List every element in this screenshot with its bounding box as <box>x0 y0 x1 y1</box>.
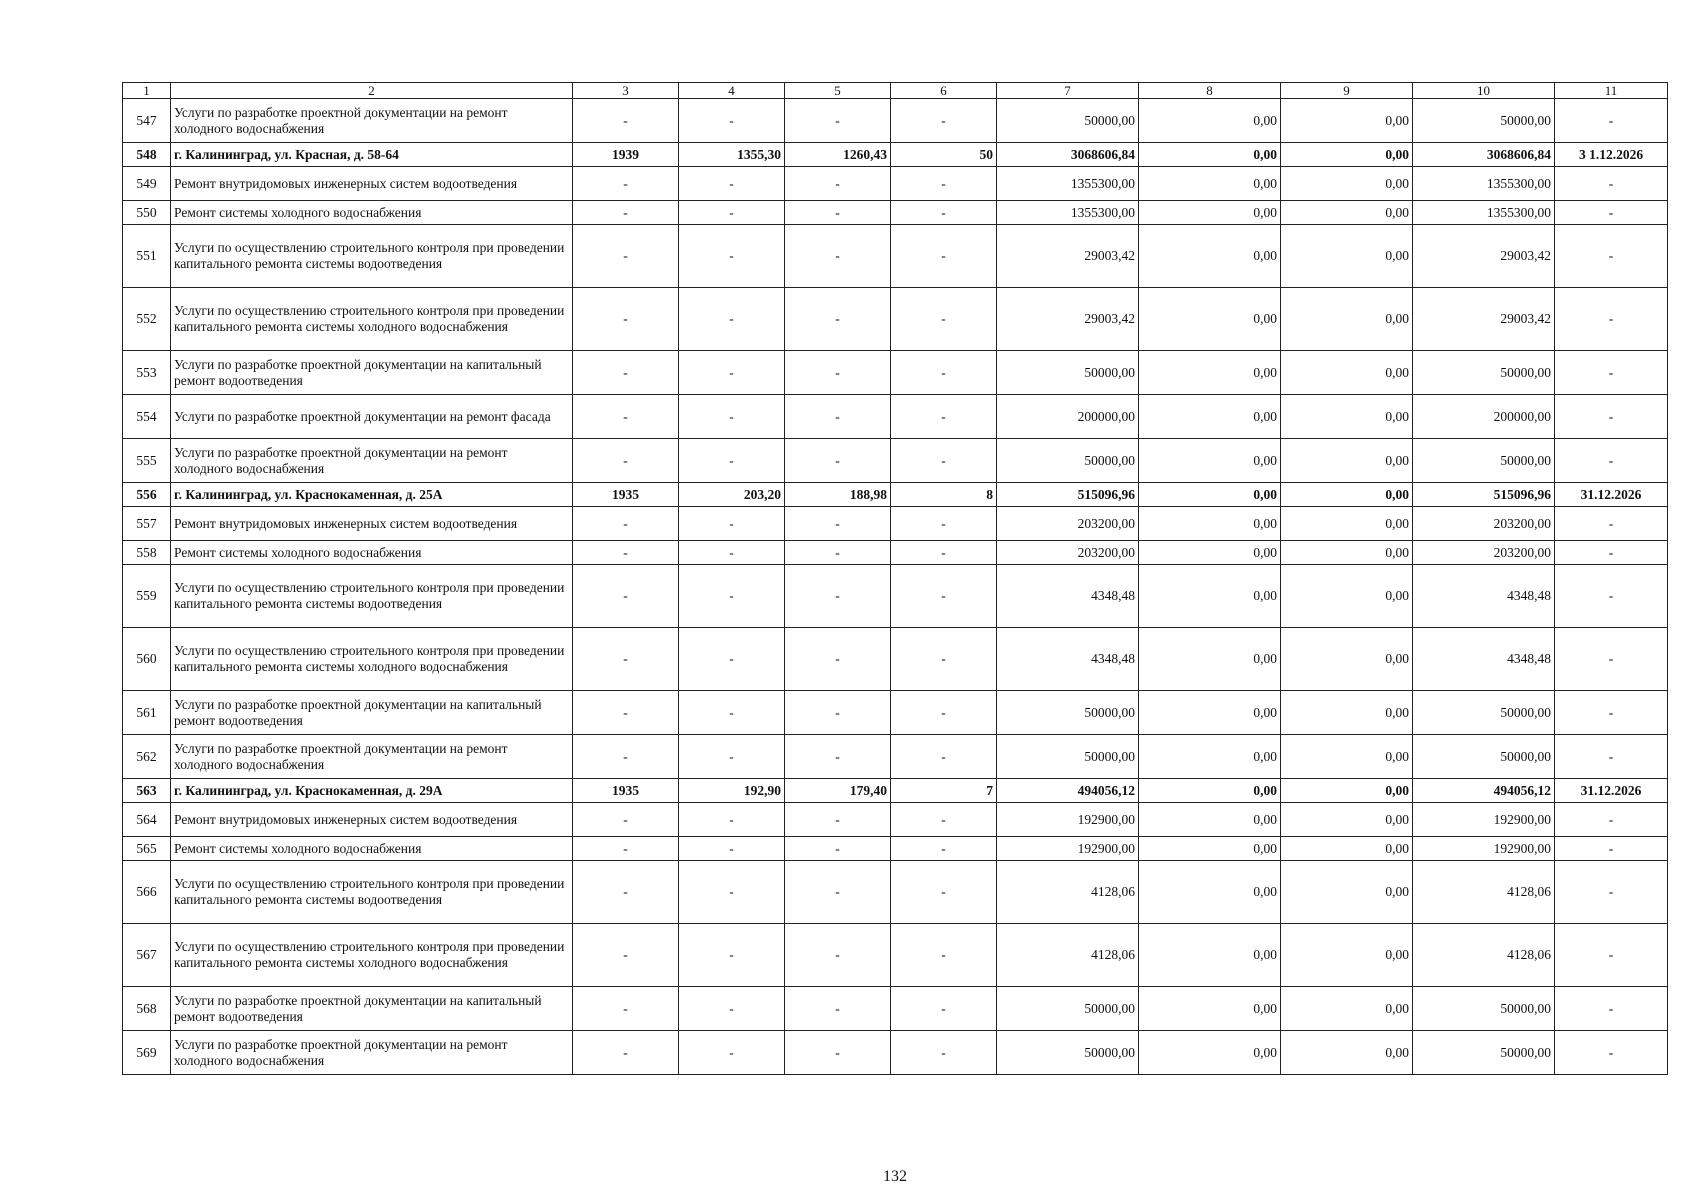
col9-cell: 0,00 <box>1281 167 1413 201</box>
col9-cell: 0,00 <box>1281 924 1413 987</box>
row-number-cell: 556 <box>123 483 171 507</box>
col4-cell: - <box>679 541 785 565</box>
col5-cell: - <box>785 395 891 439</box>
col10-cell: 203200,00 <box>1413 541 1555 565</box>
col9-cell: 0,00 <box>1281 861 1413 924</box>
col8-cell: 0,00 <box>1139 735 1281 779</box>
table-row <box>123 201 1668 225</box>
col4-cell: - <box>679 99 785 143</box>
col11-cell: 31.12.2026 <box>1555 483 1668 507</box>
col4-cell: - <box>679 628 785 691</box>
col10-cell: 50000,00 <box>1413 1031 1555 1075</box>
col7-cell: 4128,06 <box>997 861 1139 924</box>
work-description-cell: Услуги по разработке проектной документации на ремонт холодного водоснабжения <box>171 439 573 483</box>
col10-cell: 192900,00 <box>1413 837 1555 861</box>
table-row <box>123 803 1668 837</box>
col11-cell: - <box>1555 1031 1668 1075</box>
col11-cell: - <box>1555 803 1668 837</box>
col8-cell: 0,00 <box>1139 924 1281 987</box>
table-row <box>123 225 1668 288</box>
col8-cell: 0,00 <box>1139 861 1281 924</box>
col9-cell: 0,00 <box>1281 201 1413 225</box>
col3-cell: 1939 <box>573 143 679 167</box>
work-description-cell: г. Калининград, ул. Краснокаменная, д. 29А <box>171 779 573 803</box>
header-cell: 3 <box>573 83 679 99</box>
col5-cell: - <box>785 691 891 735</box>
col9-cell: 0,00 <box>1281 803 1413 837</box>
col6-cell: 7 <box>891 779 997 803</box>
header-cell: 4 <box>679 83 785 99</box>
col10-cell: 4128,06 <box>1413 924 1555 987</box>
col4-cell: - <box>679 803 785 837</box>
col8-cell: 0,00 <box>1139 803 1281 837</box>
work-description-cell: Услуги по осуществлению строительного контроля при проведении капитального ремонта системы водоотведения <box>171 565 573 628</box>
col8-cell: 0,00 <box>1139 167 1281 201</box>
col7-cell: 50000,00 <box>997 1031 1139 1075</box>
col4-cell: - <box>679 861 785 924</box>
row-number-cell: 561 <box>123 691 171 735</box>
col10-cell: 192900,00 <box>1413 803 1555 837</box>
row-number-cell: 558 <box>123 541 171 565</box>
col4-cell: - <box>679 225 785 288</box>
col8-cell: 0,00 <box>1139 565 1281 628</box>
col6-cell: - <box>891 987 997 1031</box>
col7-cell: 203200,00 <box>997 507 1139 541</box>
col6-cell: - <box>891 541 997 565</box>
col10-cell: 4128,06 <box>1413 861 1555 924</box>
col6-cell: - <box>891 201 997 225</box>
col4-cell: 192,90 <box>679 779 785 803</box>
col8-cell: 0,00 <box>1139 483 1281 507</box>
col5-cell: - <box>785 439 891 483</box>
row-number-cell: 559 <box>123 565 171 628</box>
col11-cell: - <box>1555 987 1668 1031</box>
col3-cell: - <box>573 861 679 924</box>
col5-cell: - <box>785 201 891 225</box>
col4-cell: - <box>679 167 785 201</box>
row-number-cell: 550 <box>123 201 171 225</box>
row-number-cell: 548 <box>123 143 171 167</box>
col10-cell: 50000,00 <box>1413 439 1555 483</box>
col10-cell: 29003,42 <box>1413 225 1555 288</box>
header-cell: 6 <box>891 83 997 99</box>
col6-cell: - <box>891 803 997 837</box>
col7-cell: 515096,96 <box>997 483 1139 507</box>
col8-cell: 0,00 <box>1139 439 1281 483</box>
work-description-cell: Услуги по осуществлению строительного контроля при проведении капитального ремонта системы холодного водоснабжения <box>171 924 573 987</box>
col5-cell: - <box>785 803 891 837</box>
header-cell: 8 <box>1139 83 1281 99</box>
col3-cell: - <box>573 628 679 691</box>
row-number-cell: 563 <box>123 779 171 803</box>
work-description-cell: Ремонт внутридомовых инженерных систем водоотведения <box>171 507 573 541</box>
col11-cell: - <box>1555 565 1668 628</box>
col4-cell: 203,20 <box>679 483 785 507</box>
work-description-cell: Услуги по разработке проектной документации на ремонт холодного водоснабжения <box>171 99 573 143</box>
col5-cell: 179,40 <box>785 779 891 803</box>
work-description-cell: Услуги по осуществлению строительного контроля при проведении капитального ремонта системы холодного водоснабжения <box>171 288 573 351</box>
col4-cell: - <box>679 395 785 439</box>
row-number-cell: 552 <box>123 288 171 351</box>
row-number-cell: 557 <box>123 507 171 541</box>
col5-cell: - <box>785 924 891 987</box>
col5-cell: - <box>785 735 891 779</box>
col5-cell: - <box>785 351 891 395</box>
col3-cell: - <box>573 1031 679 1075</box>
col3-cell: - <box>573 987 679 1031</box>
col10-cell: 200000,00 <box>1413 395 1555 439</box>
col8-cell: 0,00 <box>1139 288 1281 351</box>
col8-cell: 0,00 <box>1139 837 1281 861</box>
col10-cell: 29003,42 <box>1413 288 1555 351</box>
table-row <box>123 691 1668 735</box>
work-description-cell: Услуги по разработке проектной документации на капитальный ремонт водоотведения <box>171 351 573 395</box>
address-row <box>123 143 1668 167</box>
col3-cell: - <box>573 803 679 837</box>
work-description-cell: Ремонт внутридомовых инженерных систем водоотведения <box>171 167 573 201</box>
work-description-cell: г. Калининград, ул. Красная, д. 58-64 <box>171 143 573 167</box>
col11-cell: - <box>1555 288 1668 351</box>
table-row <box>123 507 1668 541</box>
row-number-cell: 565 <box>123 837 171 861</box>
col5-cell: - <box>785 861 891 924</box>
table-row <box>123 351 1668 395</box>
header-cell: 2 <box>171 83 573 99</box>
col3-cell: - <box>573 691 679 735</box>
col5-cell: - <box>785 167 891 201</box>
row-number-cell: 566 <box>123 861 171 924</box>
row-number-cell: 551 <box>123 225 171 288</box>
col6-cell: 8 <box>891 483 997 507</box>
col6-cell: - <box>891 691 997 735</box>
col11-cell: - <box>1555 924 1668 987</box>
col9-cell: 0,00 <box>1281 628 1413 691</box>
row-number-cell: 560 <box>123 628 171 691</box>
table-row <box>123 395 1668 439</box>
work-description-cell: Услуги по разработке проектной документации на ремонт холодного водоснабжения <box>171 1031 573 1075</box>
col7-cell: 4348,48 <box>997 565 1139 628</box>
work-description-cell: Услуги по разработке проектной документации на капитальный ремонт водоотведения <box>171 987 573 1031</box>
col7-cell: 4128,06 <box>997 924 1139 987</box>
col5-cell: - <box>785 288 891 351</box>
col7-cell: 1355300,00 <box>997 167 1139 201</box>
col6-cell: - <box>891 837 997 861</box>
col8-cell: 0,00 <box>1139 395 1281 439</box>
row-number-cell: 555 <box>123 439 171 483</box>
col8-cell: 0,00 <box>1139 143 1281 167</box>
col6-cell: - <box>891 351 997 395</box>
row-number-cell: 553 <box>123 351 171 395</box>
col9-cell: 0,00 <box>1281 439 1413 483</box>
col9-cell: 0,00 <box>1281 225 1413 288</box>
col8-cell: 0,00 <box>1139 507 1281 541</box>
work-description-cell: Ремонт системы холодного водоснабжения <box>171 837 573 861</box>
col3-cell: - <box>573 225 679 288</box>
col11-cell: - <box>1555 439 1668 483</box>
work-description-cell: Ремонт системы холодного водоснабжения <box>171 201 573 225</box>
col3-cell: - <box>573 507 679 541</box>
col4-cell: - <box>679 837 785 861</box>
column-number-header <box>123 83 1668 99</box>
col10-cell: 494056,12 <box>1413 779 1555 803</box>
col6-cell: 50 <box>891 143 997 167</box>
col10-cell: 515096,96 <box>1413 483 1555 507</box>
col3-cell: - <box>573 288 679 351</box>
row-number-cell: 554 <box>123 395 171 439</box>
col3-cell: - <box>573 167 679 201</box>
table-body <box>123 83 1668 1075</box>
col3-cell: - <box>573 924 679 987</box>
col7-cell: 50000,00 <box>997 735 1139 779</box>
col10-cell: 1355300,00 <box>1413 201 1555 225</box>
col11-cell: 3 1.12.2026 <box>1555 143 1668 167</box>
row-number-cell: 564 <box>123 803 171 837</box>
col9-cell: 0,00 <box>1281 1031 1413 1075</box>
col8-cell: 0,00 <box>1139 691 1281 735</box>
col7-cell: 192900,00 <box>997 837 1139 861</box>
col8-cell: 0,00 <box>1139 99 1281 143</box>
col5-cell: 188,98 <box>785 483 891 507</box>
col7-cell: 200000,00 <box>997 395 1139 439</box>
col3-cell: - <box>573 439 679 483</box>
col9-cell: 0,00 <box>1281 691 1413 735</box>
col4-cell: - <box>679 987 785 1031</box>
col9-cell: 0,00 <box>1281 565 1413 628</box>
col7-cell: 50000,00 <box>997 99 1139 143</box>
col8-cell: 0,00 <box>1139 987 1281 1031</box>
col5-cell: - <box>785 565 891 628</box>
col4-cell: - <box>679 1031 785 1075</box>
header-cell: 7 <box>997 83 1139 99</box>
col6-cell: - <box>891 1031 997 1075</box>
repair-schedule-table <box>122 82 1668 1075</box>
work-description-cell: Ремонт системы холодного водоснабжения <box>171 541 573 565</box>
col4-cell: - <box>679 507 785 541</box>
col7-cell: 203200,00 <box>997 541 1139 565</box>
col10-cell: 50000,00 <box>1413 351 1555 395</box>
header-cell: 5 <box>785 83 891 99</box>
col6-cell: - <box>891 507 997 541</box>
col11-cell: - <box>1555 837 1668 861</box>
col6-cell: - <box>891 288 997 351</box>
col5-cell: - <box>785 987 891 1031</box>
col8-cell: 0,00 <box>1139 225 1281 288</box>
col9-cell: 0,00 <box>1281 837 1413 861</box>
table-row <box>123 735 1668 779</box>
row-number-cell: 568 <box>123 987 171 1031</box>
table-row <box>123 565 1668 628</box>
col3-cell: - <box>573 351 679 395</box>
col3-cell: - <box>573 541 679 565</box>
col10-cell: 203200,00 <box>1413 507 1555 541</box>
col3-cell: - <box>573 565 679 628</box>
col6-cell: - <box>891 565 997 628</box>
col3-cell: - <box>573 735 679 779</box>
col11-cell: - <box>1555 735 1668 779</box>
work-description-cell: Услуги по разработке проектной документации на капитальный ремонт водоотведения <box>171 691 573 735</box>
col3-cell: - <box>573 837 679 861</box>
col6-cell: - <box>891 167 997 201</box>
col9-cell: 0,00 <box>1281 483 1413 507</box>
col5-cell: - <box>785 99 891 143</box>
col10-cell: 50000,00 <box>1413 735 1555 779</box>
col7-cell: 29003,42 <box>997 225 1139 288</box>
col4-cell: - <box>679 565 785 628</box>
work-description-cell: Услуги по осуществлению строительного контроля при проведении капитального ремонта системы холодного водоснабжения <box>171 628 573 691</box>
col10-cell: 50000,00 <box>1413 987 1555 1031</box>
col8-cell: 0,00 <box>1139 779 1281 803</box>
col9-cell: 0,00 <box>1281 735 1413 779</box>
col3-cell: - <box>573 99 679 143</box>
col9-cell: 0,00 <box>1281 143 1413 167</box>
col8-cell: 0,00 <box>1139 1031 1281 1075</box>
col7-cell: 1355300,00 <box>997 201 1139 225</box>
col9-cell: 0,00 <box>1281 395 1413 439</box>
col4-cell: - <box>679 351 785 395</box>
col11-cell: - <box>1555 201 1668 225</box>
col4-cell: - <box>679 691 785 735</box>
table-row <box>123 167 1668 201</box>
col11-cell: - <box>1555 507 1668 541</box>
table-row <box>123 99 1668 143</box>
col7-cell: 4348,48 <box>997 628 1139 691</box>
col7-cell: 50000,00 <box>997 691 1139 735</box>
table-row <box>123 439 1668 483</box>
col5-cell: 1260,43 <box>785 143 891 167</box>
col4-cell: 1355,30 <box>679 143 785 167</box>
row-number-cell: 549 <box>123 167 171 201</box>
col3-cell: - <box>573 201 679 225</box>
col8-cell: 0,00 <box>1139 201 1281 225</box>
col9-cell: 0,00 <box>1281 288 1413 351</box>
col7-cell: 50000,00 <box>997 351 1139 395</box>
row-number-cell: 562 <box>123 735 171 779</box>
col10-cell: 50000,00 <box>1413 99 1555 143</box>
col5-cell: - <box>785 1031 891 1075</box>
col5-cell: - <box>785 628 891 691</box>
page-number: 132 <box>883 1168 907 1185</box>
table-row <box>123 288 1668 351</box>
table-row <box>123 837 1668 861</box>
work-description-cell: Ремонт внутридомовых инженерных систем водоотведения <box>171 803 573 837</box>
col7-cell: 3068606,84 <box>997 143 1139 167</box>
col6-cell: - <box>891 225 997 288</box>
col5-cell: - <box>785 837 891 861</box>
col5-cell: - <box>785 541 891 565</box>
col9-cell: 0,00 <box>1281 507 1413 541</box>
col4-cell: - <box>679 735 785 779</box>
table-row <box>123 924 1668 987</box>
table-row <box>123 861 1668 924</box>
col6-cell: - <box>891 628 997 691</box>
col11-cell: - <box>1555 541 1668 565</box>
col9-cell: 0,00 <box>1281 987 1413 1031</box>
col5-cell: - <box>785 225 891 288</box>
col7-cell: 494056,12 <box>997 779 1139 803</box>
col7-cell: 29003,42 <box>997 288 1139 351</box>
col11-cell: - <box>1555 861 1668 924</box>
col6-cell: - <box>891 924 997 987</box>
work-description-cell: Услуги по разработке проектной документации на ремонт фасада <box>171 395 573 439</box>
col11-cell: - <box>1555 395 1668 439</box>
col11-cell: - <box>1555 225 1668 288</box>
col11-cell: 31.12.2026 <box>1555 779 1668 803</box>
work-description-cell: Услуги по разработке проектной документации на ремонт холодного водоснабжения <box>171 735 573 779</box>
work-description-cell: Услуги по осуществлению строительного контроля при проведении капитального ремонта системы водоотведения <box>171 861 573 924</box>
col4-cell: - <box>679 288 785 351</box>
col4-cell: - <box>679 439 785 483</box>
col11-cell: - <box>1555 99 1668 143</box>
row-number-cell: 547 <box>123 99 171 143</box>
work-description-cell: Услуги по осуществлению строительного контроля при проведении капитального ремонта системы водоотведения <box>171 225 573 288</box>
col6-cell: - <box>891 395 997 439</box>
col5-cell: - <box>785 507 891 541</box>
col3-cell: - <box>573 395 679 439</box>
col3-cell: 1935 <box>573 483 679 507</box>
address-row <box>123 483 1668 507</box>
col11-cell: - <box>1555 628 1668 691</box>
header-cell: 1 <box>123 83 171 99</box>
col7-cell: 192900,00 <box>997 803 1139 837</box>
col11-cell: - <box>1555 167 1668 201</box>
col9-cell: 0,00 <box>1281 541 1413 565</box>
col9-cell: 0,00 <box>1281 779 1413 803</box>
col6-cell: - <box>891 861 997 924</box>
col6-cell: - <box>891 439 997 483</box>
table-row <box>123 628 1668 691</box>
col10-cell: 1355300,00 <box>1413 167 1555 201</box>
col11-cell: - <box>1555 351 1668 395</box>
address-row <box>123 779 1668 803</box>
col8-cell: 0,00 <box>1139 351 1281 395</box>
col9-cell: 0,00 <box>1281 351 1413 395</box>
col6-cell: - <box>891 99 997 143</box>
col10-cell: 3068606,84 <box>1413 143 1555 167</box>
col3-cell: 1935 <box>573 779 679 803</box>
header-cell: 10 <box>1413 83 1555 99</box>
header-cell: 11 <box>1555 83 1668 99</box>
col6-cell: - <box>891 735 997 779</box>
row-number-cell: 567 <box>123 924 171 987</box>
col10-cell: 50000,00 <box>1413 691 1555 735</box>
table-row <box>123 541 1668 565</box>
col4-cell: - <box>679 924 785 987</box>
table-row <box>123 1031 1668 1075</box>
col11-cell: - <box>1555 691 1668 735</box>
col8-cell: 0,00 <box>1139 628 1281 691</box>
col8-cell: 0,00 <box>1139 541 1281 565</box>
col10-cell: 4348,48 <box>1413 628 1555 691</box>
col7-cell: 50000,00 <box>997 987 1139 1031</box>
row-number-cell: 569 <box>123 1031 171 1075</box>
col10-cell: 4348,48 <box>1413 565 1555 628</box>
col7-cell: 50000,00 <box>997 439 1139 483</box>
table-row <box>123 987 1668 1031</box>
work-description-cell: г. Калининград, ул. Краснокаменная, д. 25А <box>171 483 573 507</box>
col9-cell: 0,00 <box>1281 99 1413 143</box>
header-cell: 9 <box>1281 83 1413 99</box>
col4-cell: - <box>679 201 785 225</box>
